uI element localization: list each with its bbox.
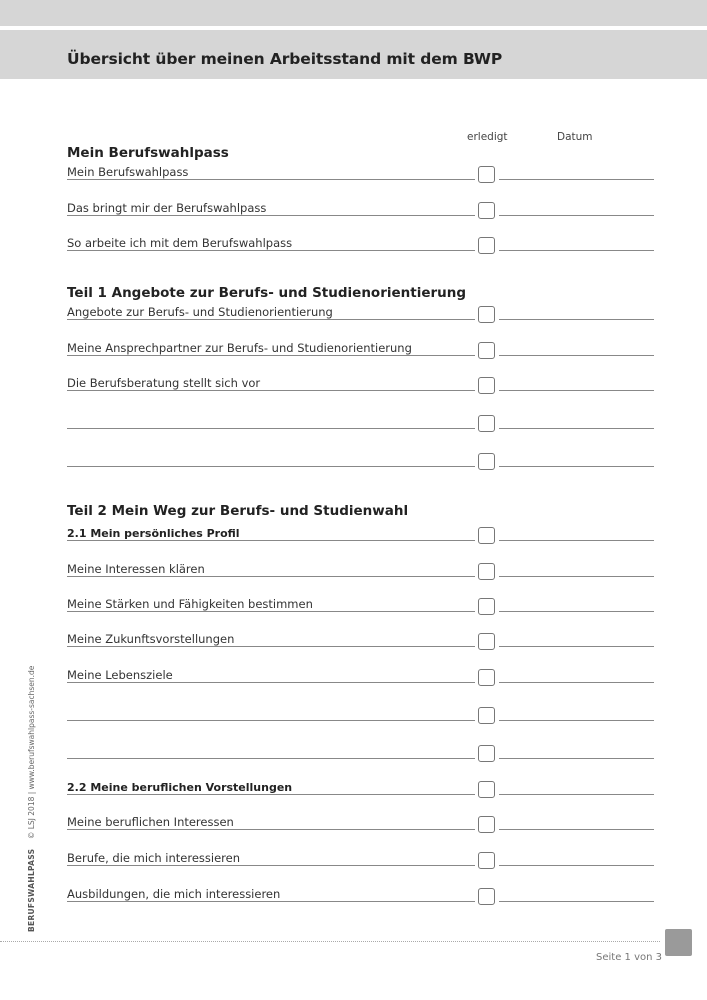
topic-line[interactable] — [67, 215, 475, 216]
checklist-row — [67, 885, 657, 903]
checklist-row — [67, 630, 657, 648]
topic-line[interactable] — [67, 179, 475, 180]
checklist-row — [67, 199, 657, 217]
done-checkbox[interactable] — [478, 342, 495, 359]
section-heading: Teil 2 Mein Weg zur Berufs- und Studienwahl — [67, 503, 409, 519]
done-checkbox[interactable] — [478, 707, 495, 724]
row-label: Meine Stärken und Fähigkeiten bestimmen — [67, 597, 317, 611]
section-heading: Teil 1 Angebote zur Berufs- und Studienorientierung — [67, 285, 467, 301]
row-label: 2.1 Mein persönliches Profil — [67, 527, 244, 540]
date-field[interactable] — [499, 576, 654, 577]
date-field[interactable] — [499, 758, 654, 759]
done-checkbox[interactable] — [478, 598, 495, 615]
row-label: 2.2 Meine beruflichen Vorstellungen — [67, 781, 296, 794]
done-checkbox[interactable] — [478, 415, 495, 432]
brand-logo: BERUFSWAHLPASS — [27, 848, 36, 932]
done-checkbox[interactable] — [478, 202, 495, 219]
topic-line[interactable] — [67, 355, 475, 356]
topic-line[interactable] — [67, 720, 475, 721]
topic-line[interactable] — [67, 576, 475, 577]
topic-line[interactable] — [67, 901, 475, 902]
done-checkbox[interactable] — [478, 453, 495, 470]
sidebar-imprint — [27, 666, 36, 932]
topic-line[interactable] — [67, 829, 475, 830]
row-label: Angebote zur Berufs- und Studienorientierung — [67, 305, 337, 319]
date-field[interactable] — [499, 682, 654, 683]
checklist-row — [67, 704, 657, 722]
topic-line[interactable] — [67, 319, 475, 320]
topic-line[interactable] — [67, 682, 475, 683]
done-checkbox[interactable] — [478, 852, 495, 869]
done-checkbox[interactable] — [478, 166, 495, 183]
date-field[interactable] — [499, 428, 654, 429]
done-checkbox[interactable] — [478, 527, 495, 544]
topic-line[interactable] — [67, 794, 475, 795]
topic-line[interactable] — [67, 390, 475, 391]
section-heading: Mein Berufswahlpass — [67, 145, 229, 161]
row-label: Ausbildungen, die mich interessieren — [67, 887, 284, 901]
done-checkbox[interactable] — [478, 306, 495, 323]
checklist-row — [67, 742, 657, 760]
checklist-row — [67, 524, 657, 542]
date-field[interactable] — [499, 611, 654, 612]
column-header-done: erledigt — [467, 131, 508, 143]
date-field[interactable] — [499, 250, 654, 251]
checklist-row — [67, 849, 657, 867]
row-label: Meine beruflichen Interessen — [67, 815, 238, 829]
date-field[interactable] — [499, 646, 654, 647]
checklist-row — [67, 450, 657, 468]
done-checkbox[interactable] — [478, 888, 495, 905]
date-field[interactable] — [499, 720, 654, 721]
done-checkbox[interactable] — [478, 377, 495, 394]
date-field[interactable] — [499, 794, 654, 795]
topic-line[interactable] — [67, 250, 475, 251]
top-band — [0, 0, 707, 26]
date-field[interactable] — [499, 319, 654, 320]
date-field[interactable] — [499, 540, 654, 541]
topic-line[interactable] — [67, 466, 475, 467]
date-field[interactable] — [499, 829, 654, 830]
checklist-row — [67, 412, 657, 430]
checklist-row — [67, 374, 657, 392]
done-checkbox[interactable] — [478, 669, 495, 686]
checklist-row — [67, 666, 657, 684]
row-label: So arbeite ich mit dem Berufswahlpass — [67, 236, 296, 250]
row-label: Meine Lebensziele — [67, 668, 177, 682]
checklist-row — [67, 339, 657, 357]
topic-line[interactable] — [67, 611, 475, 612]
row-label: Meine Interessen klären — [67, 562, 209, 576]
date-field[interactable] — [499, 179, 654, 180]
checklist-row — [67, 778, 657, 796]
checklist-row — [67, 595, 657, 613]
topic-line[interactable] — [67, 865, 475, 866]
topic-line[interactable] — [67, 646, 475, 647]
topic-line[interactable] — [67, 428, 475, 429]
row-label: Meine Ansprechpartner zur Berufs- und Studienorientierung — [67, 341, 416, 355]
topic-line[interactable] — [67, 758, 475, 759]
date-field[interactable] — [499, 355, 654, 356]
row-label: Berufe, die mich interessieren — [67, 851, 244, 865]
checklist-row — [67, 560, 657, 578]
checklist-row — [67, 234, 657, 252]
date-field[interactable] — [499, 215, 654, 216]
date-field[interactable] — [499, 865, 654, 866]
row-label: Meine Zukunftsvorstellungen — [67, 632, 238, 646]
row-label: Die Berufsberatung stellt sich vor — [67, 376, 264, 390]
row-label: Mein Berufswahlpass — [67, 165, 192, 179]
page-corner-marker — [665, 929, 692, 956]
date-field[interactable] — [499, 901, 654, 902]
done-checkbox[interactable] — [478, 237, 495, 254]
page-number: Seite 1 von 3 — [596, 952, 662, 963]
column-header-date: Datum — [557, 131, 593, 143]
imprint-text: © LSJ 2018 | www.berufswahlpass-sachsen.de — [27, 665, 36, 840]
topic-line[interactable] — [67, 540, 475, 541]
done-checkbox[interactable] — [478, 563, 495, 580]
checklist-row — [67, 163, 657, 181]
done-checkbox[interactable] — [478, 745, 495, 762]
checklist-row — [67, 813, 657, 831]
done-checkbox[interactable] — [478, 781, 495, 798]
page-title: Übersicht über meinen Arbeitsstand mit dem BWP — [67, 50, 503, 68]
footer-divider — [0, 941, 660, 942]
done-checkbox[interactable] — [478, 633, 495, 650]
date-field[interactable] — [499, 390, 654, 391]
date-field[interactable] — [499, 466, 654, 467]
row-label: Das bringt mir der Berufswahlpass — [67, 201, 270, 215]
checklist-row — [67, 303, 657, 321]
done-checkbox[interactable] — [478, 816, 495, 833]
